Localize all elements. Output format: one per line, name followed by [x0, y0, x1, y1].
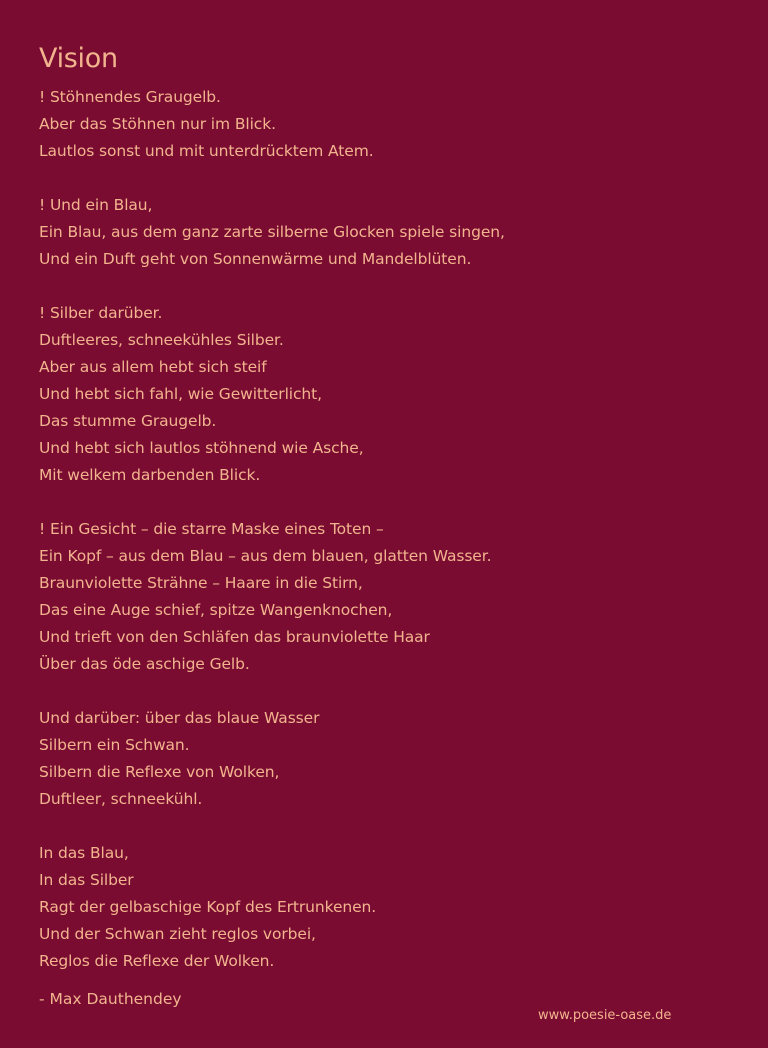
poem-line: Und trieft von den Schläfen das braunviolette Haar — [39, 628, 430, 646]
poem-line: In das Blau, — [39, 844, 129, 862]
poem-line: Und darüber: über das blaue Wasser — [39, 709, 320, 727]
website-url: www.poesie-oase.de — [538, 1008, 672, 1023]
poem-title: Vision — [39, 43, 118, 74]
poem-line: Aber das Stöhnen nur im Blick. — [39, 115, 276, 133]
poem-line: Mit welkem darbenden Blick. — [39, 466, 261, 484]
poem-line: Reglos die Reflexe der Wolken. — [39, 952, 275, 970]
poem-line: Ragt der gelbaschige Kopf des Ertrunkenen. — [39, 898, 377, 916]
poem-line: ! Ein Gesicht – die starre Maske eines Toten – — [39, 520, 384, 538]
poem-page — [39, 40, 739, 1002]
poem-line: Und der Schwan zieht reglos vorbei, — [39, 925, 316, 943]
poem-line: Ein Blau, aus dem ganz zarte silberne Glocken spiele singen, — [39, 223, 505, 241]
poem-line: Lautlos sonst und mit unterdrücktem Atem. — [39, 142, 374, 160]
poem-line: ! Silber darüber. — [39, 304, 163, 322]
poem-line: Silbern die Reflexe von Wolken, — [39, 763, 280, 781]
poem-line: Silbern ein Schwan. — [39, 736, 190, 754]
poem-line: Duftleer, schneekühl. — [39, 790, 203, 808]
poem-line: Aber aus allem hebt sich steif — [39, 358, 267, 376]
poem-author: - Max Dauthendey — [39, 990, 182, 1008]
poem-line: ! Stöhnendes Graugelb. — [39, 88, 221, 106]
poem-line: Über das öde aschige Gelb. — [39, 655, 250, 673]
poem-line: Braunviolette Strähne – Haare in die Stirn, — [39, 574, 363, 592]
poem-line: In das Silber — [39, 871, 134, 889]
poem-body — [39, 84, 739, 975]
poem-line: Das eine Auge schief, spitze Wangenknochen, — [39, 601, 393, 619]
poem-line: Und ein Duft geht von Sonnenwärme und Mandelblüten. — [39, 250, 472, 268]
poem-line: Duftleeres, schneekühles Silber. — [39, 331, 284, 349]
poem-stanza — [39, 84, 739, 165]
poem-stanza — [39, 300, 739, 489]
poem-line: Ein Kopf – aus dem Blau – aus dem blauen, glatten Wasser. — [39, 547, 492, 565]
poem-stanza — [39, 840, 739, 975]
poem-line: Und hebt sich lautlos stöhnend wie Asche, — [39, 439, 364, 457]
poem-line: Das stumme Graugelb. — [39, 412, 217, 430]
poem-line: ! Und ein Blau, — [39, 196, 153, 214]
poem-stanza — [39, 516, 739, 678]
poem-line: Und hebt sich fahl, wie Gewitterlicht, — [39, 385, 322, 403]
poem-stanza — [39, 705, 739, 813]
poem-stanza — [39, 192, 739, 273]
